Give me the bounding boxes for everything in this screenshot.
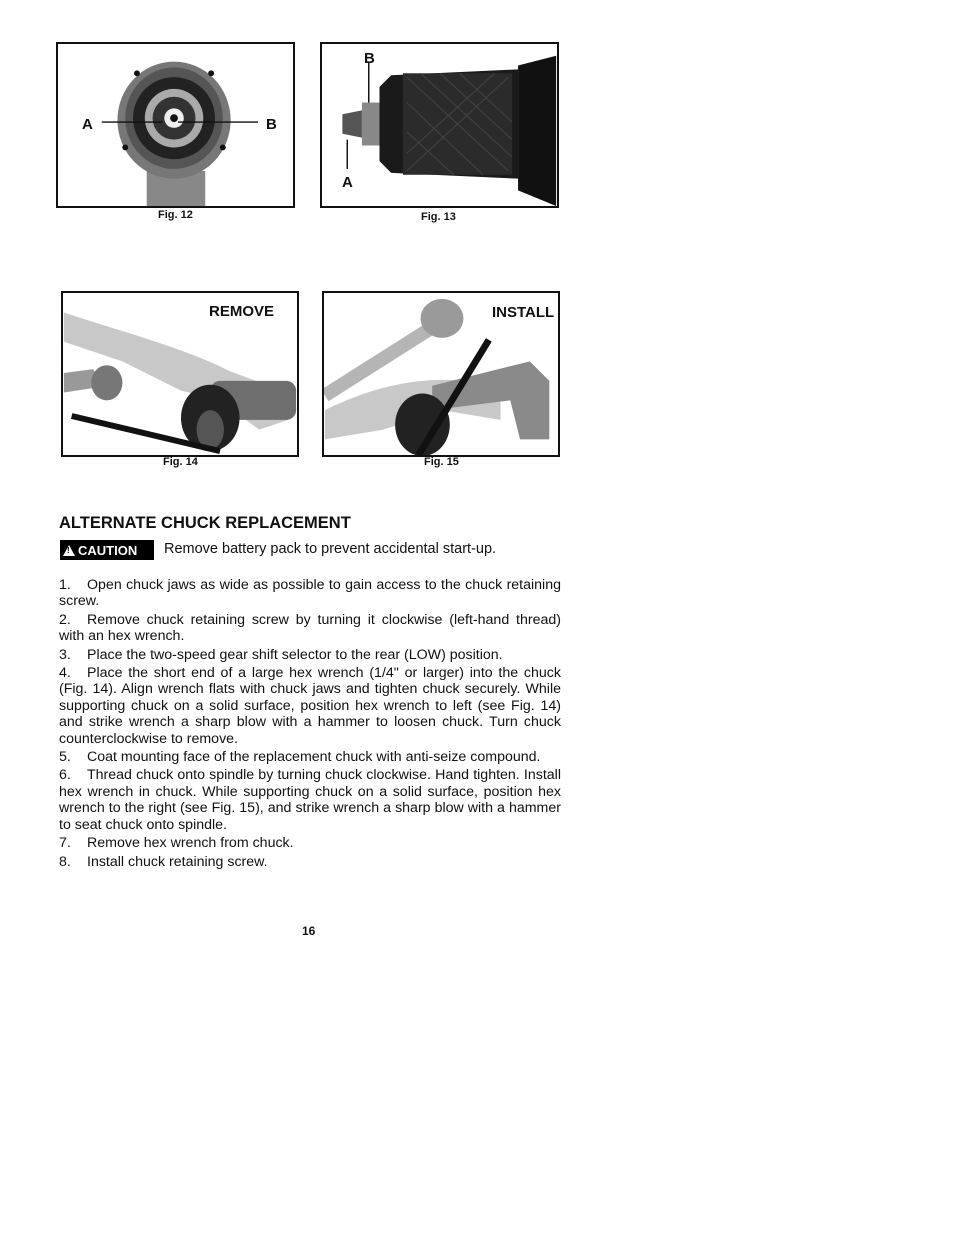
list-item: 8. Install chuck retaining screw. — [59, 853, 268, 870]
list-item: 3. Place the two-speed gear shift selector to the rear (LOW) position. — [59, 646, 503, 663]
drill-front-view-illustration — [58, 44, 293, 206]
list-item: 2. Remove chuck retaining screw by turning it clockwise (left-hand thread) with an hex wrench. — [59, 611, 561, 645]
list-item: 1. Open chuck jaws as wide as possible to gain access to the chuck retaining screw. — [59, 577, 561, 610]
fig-15-title: INSTALL — [492, 304, 555, 321]
list-item: 4. Place the short end of a large hex wrench (1/4" or larger) into the chuck (Fig. 14). Align wrench flats with chuck jaws and tighten chuck securely. While supporting chuck on a solid surface, position hex wrench to left (see Fig. 14) and strike wrench a sharp blow with a hammer to loosen chuck. Turn chuck counterclockwise to remove. — [59, 665, 561, 747]
caution-text: Remove battery pack to prevent accidental start-up. — [164, 541, 497, 557]
caution-label: CAUTION — [78, 542, 138, 558]
list-item: 5. Coat mounting face of the replacement chuck with anti-seize compound. — [59, 749, 541, 766]
fig-14-image — [61, 291, 299, 457]
fig-13-label-b: B — [364, 50, 375, 67]
steps-list — [59, 577, 561, 872]
fig-14-caption: Fig. 14 — [163, 456, 198, 468]
caution-badge — [60, 540, 154, 560]
drill-chuck-side-view-illustration — [322, 44, 557, 206]
fig-13-image — [320, 42, 559, 208]
list-item: 6. Thread chuck onto spindle by turning chuck clockwise. Hand tighten. Install hex wrench in chuck. While supporting chuck on a solid surface, position hex wrench to the right (see Fig. 15), and strike wrench a sharp blow with a hammer to seat chuck onto spindle. — [59, 767, 561, 833]
fig-13-caption: Fig. 13 — [421, 211, 456, 223]
fig-12-label-a: A — [82, 116, 93, 133]
list-item: 7. Remove hex wrench from chuck. — [59, 835, 294, 852]
fig-12-caption: Fig. 12 — [158, 209, 193, 221]
fig-12-image — [56, 42, 295, 208]
page-number: 16 — [302, 924, 316, 938]
fig-12-label-b: B — [266, 116, 277, 133]
fig-14-title: REMOVE — [209, 303, 275, 320]
fig-15-caption: Fig. 15 — [424, 456, 459, 468]
section-heading: ALTERNATE CHUCK REPLACEMENT — [59, 514, 351, 532]
warning-triangle-icon: ! — [63, 545, 75, 556]
fig-15-image — [322, 291, 560, 457]
fig-13-label-a: A — [342, 174, 353, 191]
